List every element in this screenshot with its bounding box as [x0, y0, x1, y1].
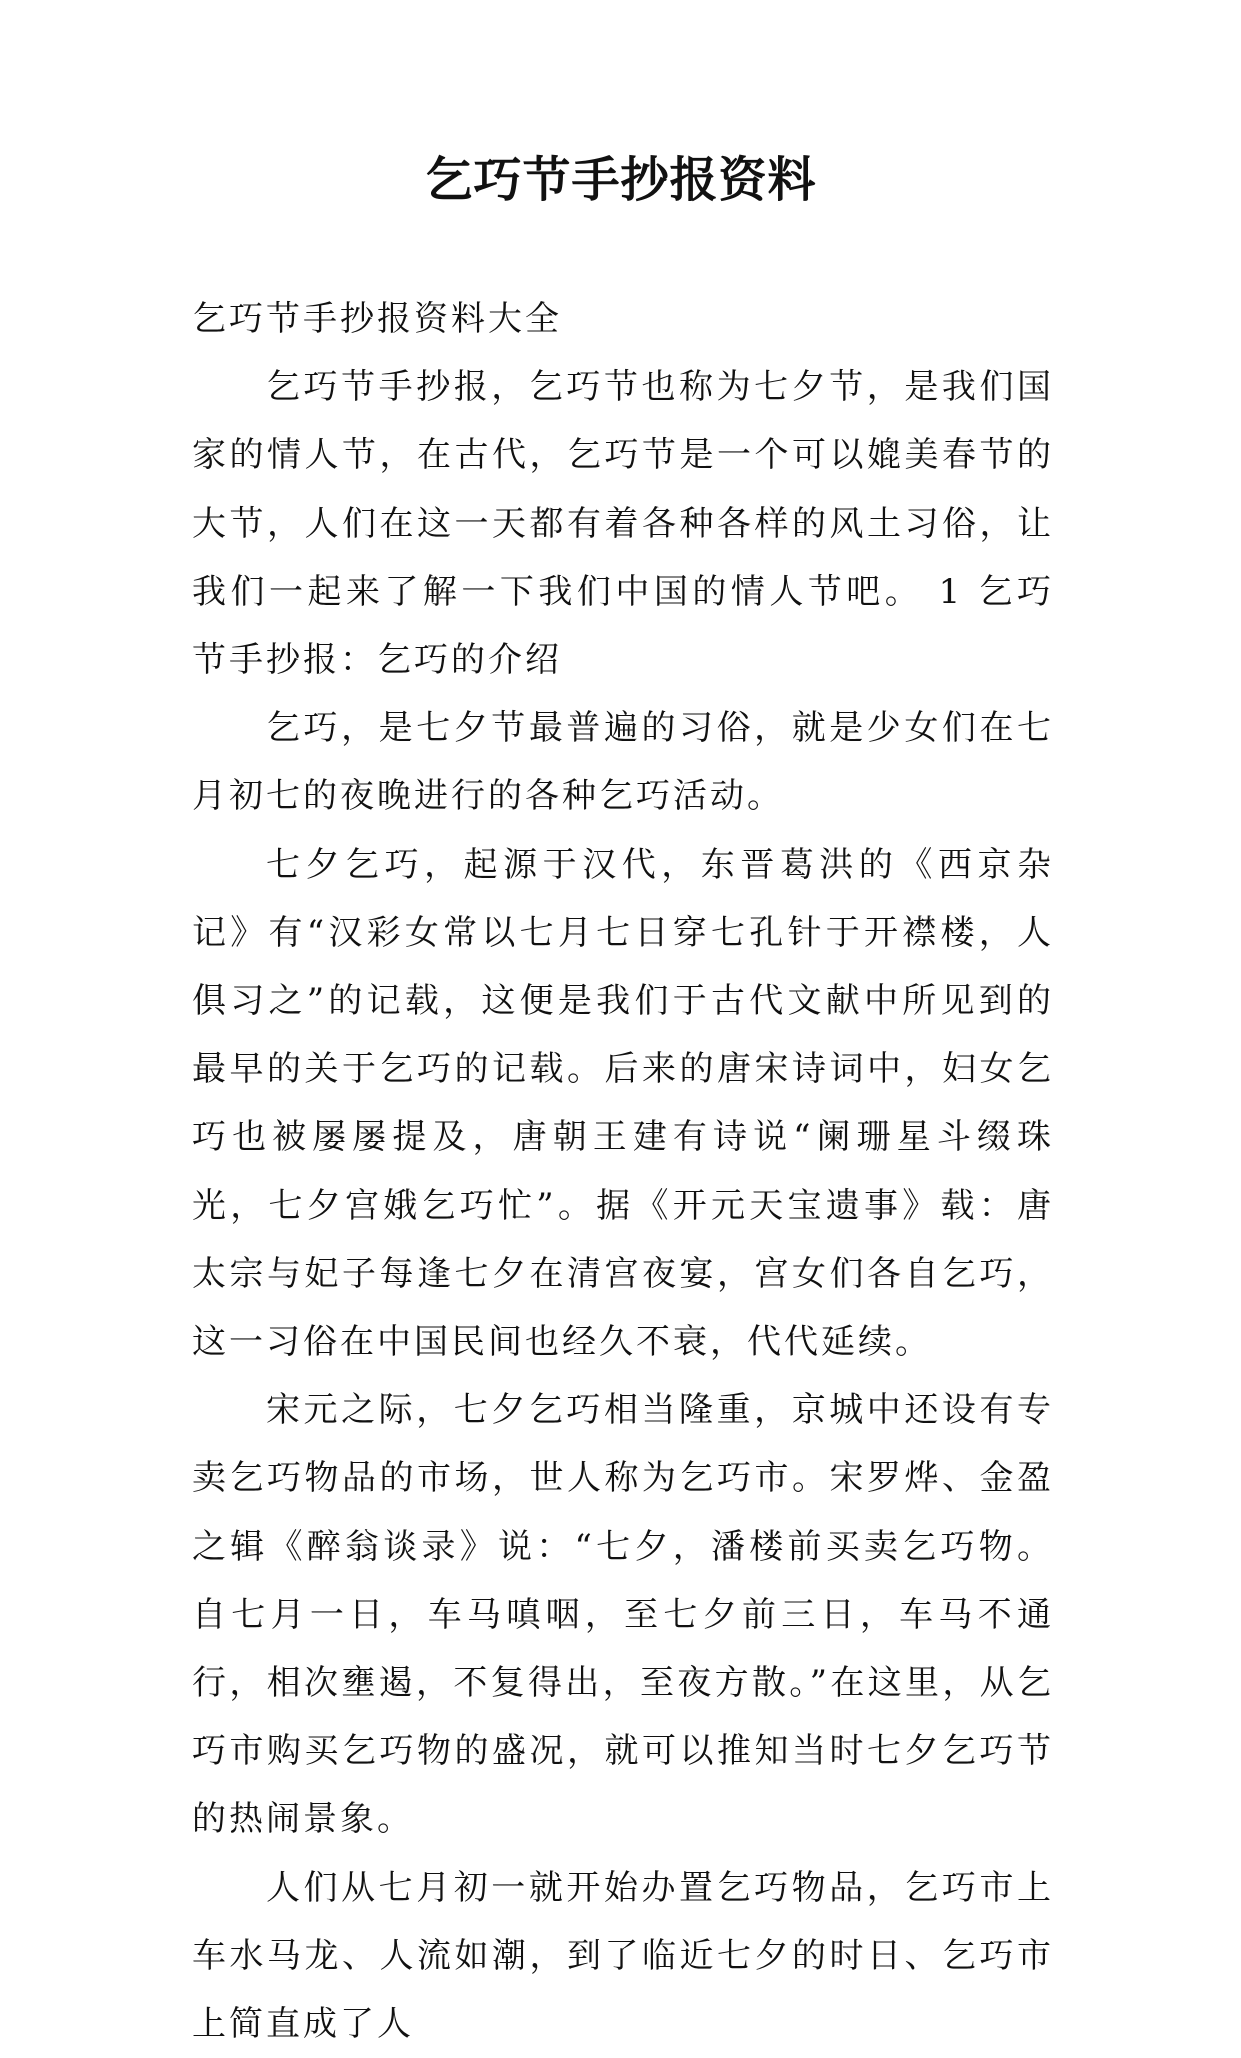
paragraph: 宋元之际，七夕乞巧相当隆重，京城中还设有专卖乞巧物品的市场，世人称为乞巧市。宋罗烨、金盈之辑《醉翁谈录》说：“七夕，潘楼前买卖乞巧物。自七月一日，车马嗔咽，至七夕前三日，车马不通行，相次壅遏，不复得出，至夜方散。”在这里，从乞巧市购买乞巧物的盛况，就可以推知当时七夕乞巧节的热闹景象。: [192, 1390, 1054, 1840]
paragraph: 七夕乞巧，起源于汉代，东晋葛洪的《西京杂记》有“汉彩女常以七月七日穿七孔针于开襟楼，人俱习之”的记载，这便是我们于古代文献中所见到的最早的关于乞巧的记载。后来的唐宋诗词中，妇女乞巧也被屡屡提及，唐朝王建有诗说“阑珊星斗缀珠光，七夕宫娥乞巧忙”。据《开元天宝遗事》载：唐太宗与妃子每逢七夕在清宫夜宴，宫女们各自乞巧，这一习俗在中国民间也经久不衰，代代延续。: [192, 844, 1054, 1363]
paragraph: 人们从七月初一就开始办置乞巧物品，乞巧市上车水马龙、人流如潮，到了临近七夕的时日、乞巧市上简直成了人: [192, 1867, 1054, 2045]
document-title: 乞巧节手抄报资料: [424, 152, 817, 208]
paragraph: 乞巧，是七夕节最普遍的习俗，就是少女们在七月初七的夜晚进行的各种乞巧活动。: [192, 708, 1054, 817]
document-body: [192, 285, 1054, 2058]
document-subtitle: 乞巧节手抄报资料大全: [192, 299, 562, 339]
paragraph: 乞巧节手抄报，乞巧节也称为七夕节，是我们国家的情人节，在古代，乞巧节是一个可以媲美春节的大节，人们在这一天都有着各种各样的风土习俗，让我们一起来了解一下我们中国的情人节吧。 1 乞巧节手抄报：乞巧的介绍: [192, 367, 1054, 681]
